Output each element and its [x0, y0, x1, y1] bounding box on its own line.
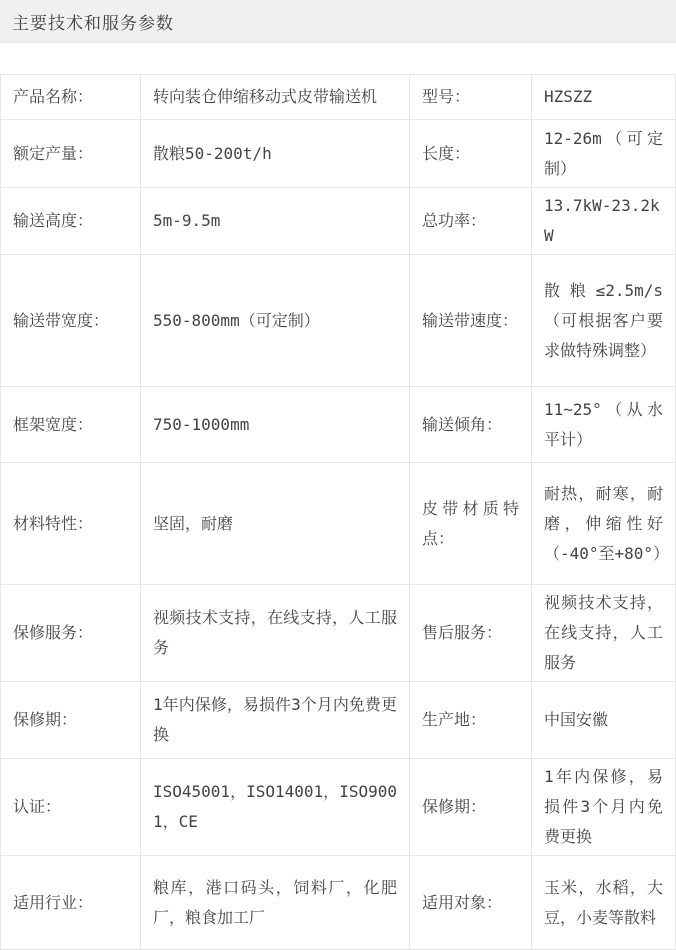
spec-value: 750-1000mm [141, 387, 410, 463]
spec-label: 保修服务： [1, 585, 141, 682]
section-header [0, 0, 676, 43]
spec-value: ISO45001，ISO14001，ISO9001，CE [141, 759, 410, 856]
spec-value: HZSZZ [532, 75, 676, 120]
spec-label: 额定产量： [1, 120, 141, 188]
spec-label: 保修期： [1, 682, 141, 759]
specs-table-container [0, 74, 676, 950]
spec-value: 视频技术支持，在线支持，人工服务 [141, 585, 410, 682]
table-row [1, 463, 676, 585]
table-row [1, 387, 676, 463]
spec-label: 框架宽度： [1, 387, 141, 463]
spec-value: 1年内保修，易损件3个月内免费更换 [532, 759, 676, 856]
table-row [1, 585, 676, 682]
table-row [1, 75, 676, 120]
spec-value: 转向装仓伸缩移动式皮带输送机 [141, 75, 410, 120]
spec-label: 总功率： [410, 188, 532, 255]
table-row [1, 856, 676, 950]
spec-value: 12-26m（可定制） [532, 120, 676, 188]
spec-value: 中国安徽 [532, 682, 676, 759]
spec-label: 输送带宽度： [1, 255, 141, 387]
table-row [1, 759, 676, 856]
spec-label: 材料特性： [1, 463, 141, 585]
spec-value: 玉米，水稻，大豆，小麦等散料 [532, 856, 676, 950]
spec-label: 生产地： [410, 682, 532, 759]
spec-value: 散粮50-200t/h [141, 120, 410, 188]
spec-label: 售后服务： [410, 585, 532, 682]
spec-label: 输送倾角： [410, 387, 532, 463]
spec-label: 型号： [410, 75, 532, 120]
specs-table [0, 74, 676, 950]
spec-value: 13.7kW-23.2kW [532, 188, 676, 255]
spec-label: 适用对象： [410, 856, 532, 950]
table-row [1, 682, 676, 759]
spec-label: 长度： [410, 120, 532, 188]
spec-value: 耐热，耐寒，耐磨，伸缩性好（-40°至+80°） [532, 463, 676, 585]
table-row [1, 255, 676, 387]
spec-value: 5m-9.5m [141, 188, 410, 255]
spec-label: 保修期： [410, 759, 532, 856]
spec-value: 550-800mm（可定制） [141, 255, 410, 387]
spec-label: 适用行业： [1, 856, 141, 950]
section-title: 主要技术和服务参数 [12, 13, 174, 33]
spec-value: 坚固，耐磨 [141, 463, 410, 585]
spec-label: 认证： [1, 759, 141, 856]
spec-label: 产品名称： [1, 75, 141, 120]
spec-value: 粮库，港口码头，饲料厂，化肥厂，粮食加工厂 [141, 856, 410, 950]
spec-value: 1年内保修，易损件3个月内免费更换 [141, 682, 410, 759]
spec-label: 输送带速度： [410, 255, 532, 387]
spec-value: 视频技术支持，在线支持，人工服务 [532, 585, 676, 682]
table-row [1, 120, 676, 188]
spec-value: 11~25°（从水平计） [532, 387, 676, 463]
spec-value: 散粮≤2.5m/s（可根据客户要求做特殊调整） [532, 255, 676, 387]
table-row [1, 188, 676, 255]
spec-label: 输送高度： [1, 188, 141, 255]
spec-label: 皮带材质特点： [410, 463, 532, 585]
